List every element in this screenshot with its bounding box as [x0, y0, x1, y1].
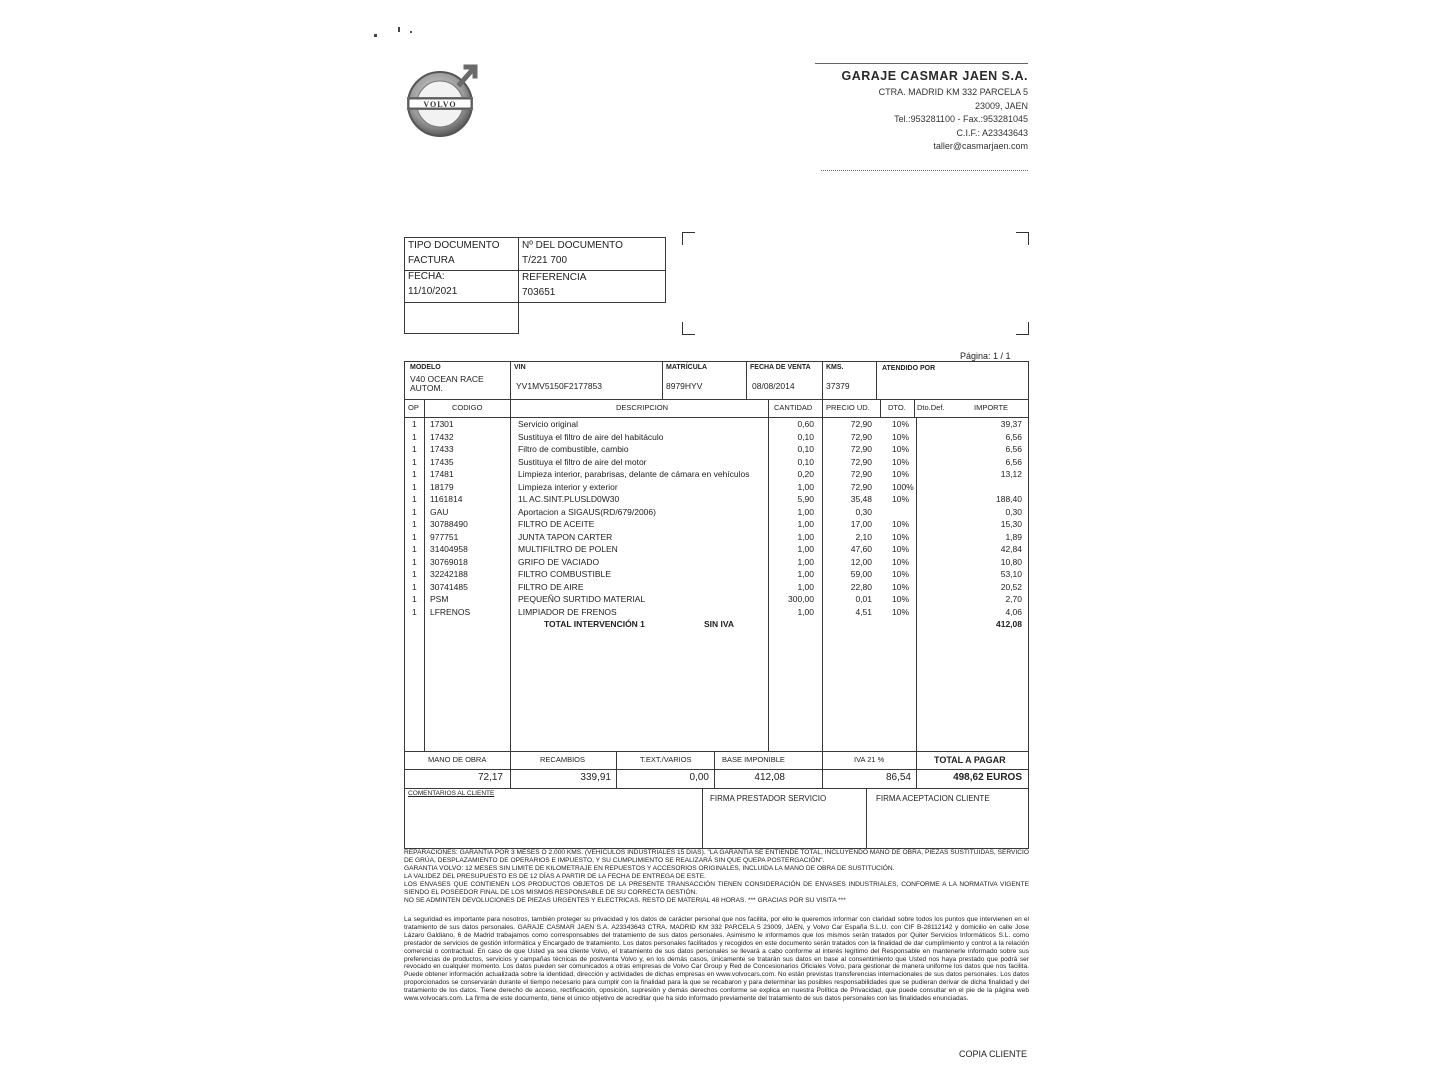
- cell-cantidad: 5,90: [797, 494, 814, 504]
- company-phone: Tel.:953281100 - Fax.:953281045: [894, 114, 1028, 125]
- table-row: [404, 606, 1029, 619]
- cell-precio: 0,01: [855, 594, 872, 604]
- cell-codigo: 17432: [430, 431, 454, 442]
- cell-importe: 4,06: [1005, 606, 1022, 617]
- cell-codigo: 17481: [430, 469, 454, 479]
- company-cif: C.I.F.: A23343643: [956, 127, 1028, 138]
- cell-codigo: 17435: [430, 456, 454, 467]
- mano-obra-value: 72,17: [477, 772, 503, 783]
- table-row: [404, 556, 1029, 569]
- cell-descripcion: MULTIFILTRO DE POLEN: [518, 544, 618, 554]
- matricula-label: MATRÍCULA: [666, 364, 708, 371]
- cell-descripcion: JUNTA TAPON CARTER: [518, 531, 613, 542]
- cell-op: 1: [412, 444, 417, 454]
- cell-op: 1: [412, 519, 417, 529]
- tipo-documento-label: TIPO DOCUMENTO: [408, 240, 500, 251]
- col-importe: IMPORTE: [974, 403, 1009, 412]
- cell-importe: 39,37: [1000, 419, 1022, 429]
- base-imponible-label: BASE IMPONIBLE: [722, 755, 785, 764]
- company-email: taller@casmarjaen.com: [933, 141, 1028, 152]
- cell-descripcion: Sustituya el filtro de aire del habitáculo: [518, 431, 664, 442]
- cell-descripcion: Limpieza interior y exterior: [518, 481, 618, 492]
- cell-codigo: 17301: [430, 419, 454, 429]
- cell-dto: 10%: [892, 544, 910, 554]
- numero-documento-label: Nº DEL DOCUMENTO: [522, 240, 623, 251]
- cell-precio: 4,51: [855, 606, 872, 617]
- cell-precio: 59,00: [850, 569, 872, 579]
- cell-dto: 10%: [892, 519, 910, 529]
- company-block: [841, 70, 1028, 153]
- cell-precio: 22,80: [850, 581, 872, 592]
- cell-descripcion: FILTRO DE AIRE: [518, 581, 584, 592]
- cell-importe: 6,56: [1005, 431, 1022, 442]
- window-corner-bl: [682, 322, 695, 335]
- cell-op: 1: [412, 544, 417, 554]
- scan-speck: [410, 31, 412, 33]
- cell-descripcion: LIMPIADOR DE FRENOS: [518, 606, 617, 617]
- cell-cantidad: 1,00: [797, 506, 814, 517]
- company-name: GARAJE CASMAR JAEN S.A.: [841, 69, 1028, 83]
- cell-precio: 2,10: [855, 531, 872, 542]
- cell-importe: 6,56: [1005, 444, 1022, 454]
- terms-line: LA VALIDEZ DEL PRESUPUESTO ES DE 12 DÍAS A PARTIR DE LA FECHA DE ENTREGA DE ESTE.: [404, 873, 706, 880]
- cell-dto: 10%: [892, 569, 910, 579]
- cell-descripcion: Filtro de combustible, cambio: [518, 444, 629, 454]
- cell-precio: 47,60: [850, 544, 872, 554]
- cell-op: 1: [412, 594, 417, 604]
- cell-codigo: 30769018: [430, 556, 468, 567]
- cell-op: 1: [412, 481, 417, 492]
- table-row: [404, 531, 1029, 544]
- sin-iva-note: SIN IVA: [704, 619, 735, 629]
- iva-value: 86,54: [885, 772, 911, 783]
- col-dto: DTO.: [888, 403, 906, 412]
- table-row: [404, 568, 1029, 581]
- cell-importe: 53,10: [1000, 569, 1022, 579]
- cell-codigo: GAU: [430, 506, 449, 517]
- cell-dto: 10%: [892, 531, 910, 542]
- cell-cantidad: 1,00: [797, 606, 814, 617]
- cell-codigo: 30788490: [430, 519, 468, 529]
- cell-precio: 72,90: [850, 419, 872, 429]
- total-intervencion-label: TOTAL INTERVENCIÓN 1: [544, 619, 645, 629]
- total-pagar-value: 498,62 EUROS: [953, 772, 1022, 783]
- recambios-label: RECAMBIOS: [540, 755, 586, 764]
- modelo-label: MODELO: [410, 364, 441, 371]
- cell-dto: 10%: [892, 456, 910, 467]
- iva-label: IVA 21 %: [854, 755, 885, 764]
- copia-cliente: COPIA CLIENTE: [958, 1049, 1027, 1059]
- invoice-table: [404, 361, 1029, 849]
- table-row: [404, 518, 1029, 531]
- cell-codigo: 32242188: [430, 569, 468, 579]
- fecha-value: 11/10/2021: [408, 286, 458, 297]
- fecha-venta-label: FECHA DE VENTA: [750, 364, 811, 371]
- page-number: Página: 1 / 1: [960, 351, 1011, 361]
- mano-obra-label: MANO DE OBRA: [428, 755, 487, 764]
- privacy-notice: La seguridad es importante para nosotros, también proteger su privacidad y los datos de carácter personal que nos facilita, por ello le queremos informar con claridad sobre todos los puntos que intervienen en el tratamiento de sus datos personales. GARAJE CASMAR JAEN S.A. A23343643 CTRA. MADRID KM 332 PARCELA 5 23009, JAEN, y Volvo Car España S.L.U. con CIF B-28112142 y domicilio en calle Jose Lázaro Galdiano, 6 de Madrid trabajamos como corresponsables del tratamiento de sus datos personales. Asimismo le informamos que los mismos serán tratados por Quiter Servicios Informáticos S.L. como prestador de servicios de gestión informática y Encargado de tratamiento. Los datos personales facilitados y recogidos en este documento serán tratados con la finalidad de dar cumplimiento y control a la relación comercial o contractual. En caso de que Usted ya sea cliente Volvo, el tratamiento de sus datos personales se llevará a cabo conforme al interés legítimo del Responsable en mantenerle informado sobre sus preferencias de productos, servicios y campañas técnicas de postventa Volvo y, en los demás casos, únicamente se tratarán sus datos en base al consentimiento que Usted nos haya prestado que podrá ser revocado en cualquier momento. Los datos pueden ser comunicados a otras empresas de Volvo Car Group y Red de Concesionarios Oficiales Volvo, para gestionar de manera uniforme los datos que nos facilita. Puede obtener información actualizada sobre la identidad, dirección y actividades de dichas empresas en www.volvocars.com. No están previstas transferencias internacionales de sus datos personales. Los datos proporcionados se conservarán durante el tiempo necesario para cumplir con la finalidad para la que se recabaron y para determinar las posibles responsabilidades que se pudieran derivar de dicha finalidad y del tratamiento de los datos. Tiene derecho de acceso, rectificación, oposición, supresión y demás derechos conforme se explica en nuestra Política de Privacidad, que puede consultar en el pie de la página web www.volvocars.com. La firma de este documento, tiene el único objetivo de acreditar que ha sido informado previamente del tratamiento de sus datos personales con las finalidades enunciadas.: [404, 916, 1029, 1003]
- table-row: [404, 468, 1029, 481]
- header-rule: [815, 63, 1028, 64]
- total-intervencion-value: 412,08: [996, 619, 1022, 629]
- cell-precio: 72,90: [850, 481, 872, 492]
- table-row: [404, 581, 1029, 594]
- cell-descripcion: Aportacion a SIGAUS(RD/679/2006): [518, 506, 656, 517]
- company-address-1: CTRA. MADRID KM 332 PARCELA 5: [878, 87, 1028, 98]
- terms-line: LOS ENVASES QUE CONTIENEN LOS PRODUCTOS OBJETOS DE LA PRESENTE TRANSACCIÓN TIENEN CONSIDERACIÓN DE ENVASES INDUSTRIALES, CONFORME A LA NORMATIVA VIGENTE SIENDO EL POSEEDOR FINAL DE LOS MISMOS RESPONSABLE DE SU CORRECTA GESTIÓN.: [404, 881, 1029, 896]
- cell-codigo: LFRENOS: [430, 606, 471, 617]
- document-info-box: [404, 237, 666, 334]
- cell-precio: 72,90: [850, 444, 872, 454]
- cell-dto: 10%: [892, 444, 910, 454]
- cell-importe: 20,52: [1000, 581, 1022, 592]
- cell-codigo: 30741485: [430, 581, 468, 592]
- cell-descripcion: GRIFO DE VACIADO: [518, 556, 600, 567]
- cell-importe: 6,56: [1005, 456, 1022, 467]
- cell-importe: 15,30: [1000, 519, 1022, 529]
- terms-line: GARANTIA VOLVO: 12 MESES SIN LIMITE DE KILOMETRAJE EN REPUESTOS Y ACCESORIOS ORIGINALES, INCLUIDA LA MANO DE OBRA DE SUSTITUCIÓN.: [404, 865, 895, 872]
- header-dotted-rule: [821, 170, 1028, 171]
- cell-cantidad: 0,20: [797, 469, 814, 479]
- scan-speck: [398, 27, 400, 32]
- cell-importe: 188,40: [996, 494, 1022, 504]
- company-address-2: 23009, JAEN: [974, 100, 1028, 111]
- window-corner-br: [1016, 322, 1029, 335]
- cell-importe: 10,80: [1000, 556, 1022, 567]
- table-row: [404, 418, 1029, 431]
- base-imponible-value: 412,08: [754, 772, 785, 783]
- scan-speck: [374, 34, 377, 37]
- referencia-label: REFERENCIA: [522, 272, 587, 283]
- firma-prestador-label: FIRMA PRESTADOR SERVICIO: [710, 794, 827, 803]
- cell-descripcion: Limpieza interior, parabrisas, delante de cámara en vehículos: [518, 469, 750, 479]
- cell-cantidad: 0,10: [797, 431, 814, 442]
- volvo-logo: [404, 62, 482, 140]
- matricula-value: 8979HYV: [666, 381, 703, 391]
- col-cantidad: CANTIDAD: [774, 403, 813, 412]
- cell-cantidad: 300,00: [788, 594, 814, 604]
- cell-importe: 1,89: [1005, 531, 1022, 542]
- comentarios-label: COMENTARIOS AL CLIENTE: [408, 790, 495, 797]
- cell-importe: 13,12: [1000, 469, 1022, 479]
- modelo-value: V40 OCEAN RACE AUTOM.: [410, 374, 484, 393]
- cell-op: 1: [412, 431, 417, 442]
- recambios-value: 339,91: [580, 772, 611, 783]
- cell-op: 1: [412, 469, 417, 479]
- table-row: [404, 506, 1029, 519]
- cell-precio: 35,48: [850, 494, 872, 504]
- col-dto-def: Dto.Def.: [917, 403, 945, 412]
- cell-cantidad: 0,10: [797, 444, 814, 454]
- cell-cantidad: 1,00: [797, 531, 814, 542]
- terms-line: NO SE ADMINTEN DEVOLUCIONES DE PIEZAS URGENTES Y ELECTRICAS. RESTO DE MATERIAL 48 HORAS. *** GRACIAS POR SU VISITA ***: [404, 897, 846, 904]
- cell-op: 1: [412, 419, 417, 429]
- cell-precio: 72,90: [850, 431, 872, 442]
- cell-precio: 12,00: [850, 556, 872, 567]
- cell-descripcion: Sustituya el filtro de aire del motor: [518, 456, 647, 467]
- cell-descripcion: PEQUEÑO SURTIDO MATERIAL: [518, 594, 646, 604]
- cell-importe: 42,84: [1000, 544, 1022, 554]
- logo-text: VOLVO: [423, 99, 457, 109]
- cell-op: 1: [412, 556, 417, 567]
- table-row: [404, 493, 1029, 506]
- window-corner-tr: [1016, 232, 1029, 245]
- cell-precio: 72,90: [850, 469, 872, 479]
- cell-op: 1: [412, 494, 417, 504]
- col-op: OP: [408, 403, 419, 412]
- cell-op: 1: [412, 581, 417, 592]
- cell-cantidad: 1,00: [797, 569, 814, 579]
- cell-cantidad: 1,00: [797, 581, 814, 592]
- cell-dto: 10%: [892, 431, 910, 442]
- cell-op: 1: [412, 531, 417, 542]
- cell-cantidad: 1,00: [797, 544, 814, 554]
- kms-value: 37379: [826, 381, 850, 391]
- col-descripcion: DESCRIPCION: [616, 403, 669, 412]
- cell-op: 1: [412, 506, 417, 517]
- cell-dto: 10%: [892, 594, 910, 604]
- referencia-value: 703651: [522, 287, 556, 298]
- table-row: [404, 443, 1029, 456]
- atendido-label: ATENDIDO POR: [882, 365, 936, 372]
- vin-label: VIN: [514, 364, 526, 371]
- warranty-terms: [404, 849, 1029, 905]
- cell-codigo: 1161814: [430, 494, 463, 504]
- cell-op: 1: [412, 456, 417, 467]
- cell-cantidad: 1,00: [797, 556, 814, 567]
- numero-documento-value: T/221 700: [522, 255, 568, 266]
- cell-precio: 17,00: [850, 519, 872, 529]
- cell-descripcion: 1L AC.SINT.PLUSLD0W30: [518, 494, 620, 504]
- cell-codigo: 18179: [430, 481, 454, 492]
- table-row: [404, 543, 1029, 556]
- cell-dto: 10%: [892, 556, 910, 567]
- firma-cliente-label: FIRMA ACEPTACION CLIENTE: [876, 794, 990, 803]
- cell-precio: 0,30: [855, 506, 872, 517]
- fecha-venta-value: 08/08/2014: [752, 381, 795, 391]
- terms-line: REPARACIONES: GARANTIA POR 3 MESES O 2.000 KMS. (VEHICULOS INDUSTRIALES 15 DIAS). "LA GARANTIA SE ENTIENDE TOTAL, INCLUYENDO MANO DE OBRA, PIEZAS SUSTITUIDAS, SERVICIO DE GRÚA, DESPLAZAMIENTO DE OPERARIOS E IMPUESTO, Y SU CUMPLIMIENTO SE REALIZARÁ SIN QUE QUEPA POSTERGACIÓN".: [404, 849, 1029, 864]
- cell-cantidad: 1,00: [797, 519, 814, 529]
- table-row: [404, 481, 1029, 494]
- cell-cantidad: 0,60: [797, 419, 814, 429]
- cell-codigo: 977751: [430, 531, 459, 542]
- cell-descripcion: FILTRO DE ACEITE: [518, 519, 595, 529]
- col-codigo: CODIGO: [452, 403, 483, 412]
- window-corner-tl: [682, 232, 695, 245]
- tipo-documento-value: FACTURA: [408, 255, 455, 266]
- cell-dto: 100%: [892, 481, 914, 492]
- cell-descripcion: FILTRO COMBUSTIBLE: [518, 569, 611, 579]
- cell-dto: 10%: [892, 494, 910, 504]
- table-row: [404, 456, 1029, 469]
- vin-value: YV1MV5150F2177853: [516, 381, 603, 391]
- cell-importe: 0,30: [1005, 506, 1022, 517]
- total-intervencion-row: [404, 618, 1029, 631]
- cell-dto: 10%: [892, 581, 910, 592]
- cell-descripcion: Servicio original: [518, 419, 578, 429]
- cell-precio: 72,90: [850, 456, 872, 467]
- cell-cantidad: 0,10: [797, 456, 814, 467]
- cell-op: 1: [412, 606, 417, 617]
- cell-op: 1: [412, 569, 417, 579]
- kms-label: KMS.: [826, 364, 844, 371]
- cell-dto: 10%: [892, 419, 910, 429]
- cell-codigo: PSM: [430, 594, 449, 604]
- cell-codigo: 17433: [430, 444, 454, 454]
- cell-importe: 2,70: [1005, 594, 1022, 604]
- table-row: [404, 593, 1029, 606]
- text-varios-label: T.EXT./VARIOS: [640, 755, 692, 764]
- col-precio: PRECIO UD.: [826, 403, 870, 412]
- table-row: [404, 431, 1029, 444]
- fecha-label: FECHA:: [408, 271, 445, 282]
- cell-dto: 10%: [892, 606, 910, 617]
- text-varios-value: 0,00: [689, 772, 709, 783]
- total-pagar-label: TOTAL A PAGAR: [934, 755, 1006, 765]
- invoice-lines: [404, 418, 1029, 628]
- cell-codigo: 31404958: [430, 544, 468, 554]
- cell-cantidad: 1,00: [797, 481, 814, 492]
- cell-dto: 10%: [892, 469, 910, 479]
